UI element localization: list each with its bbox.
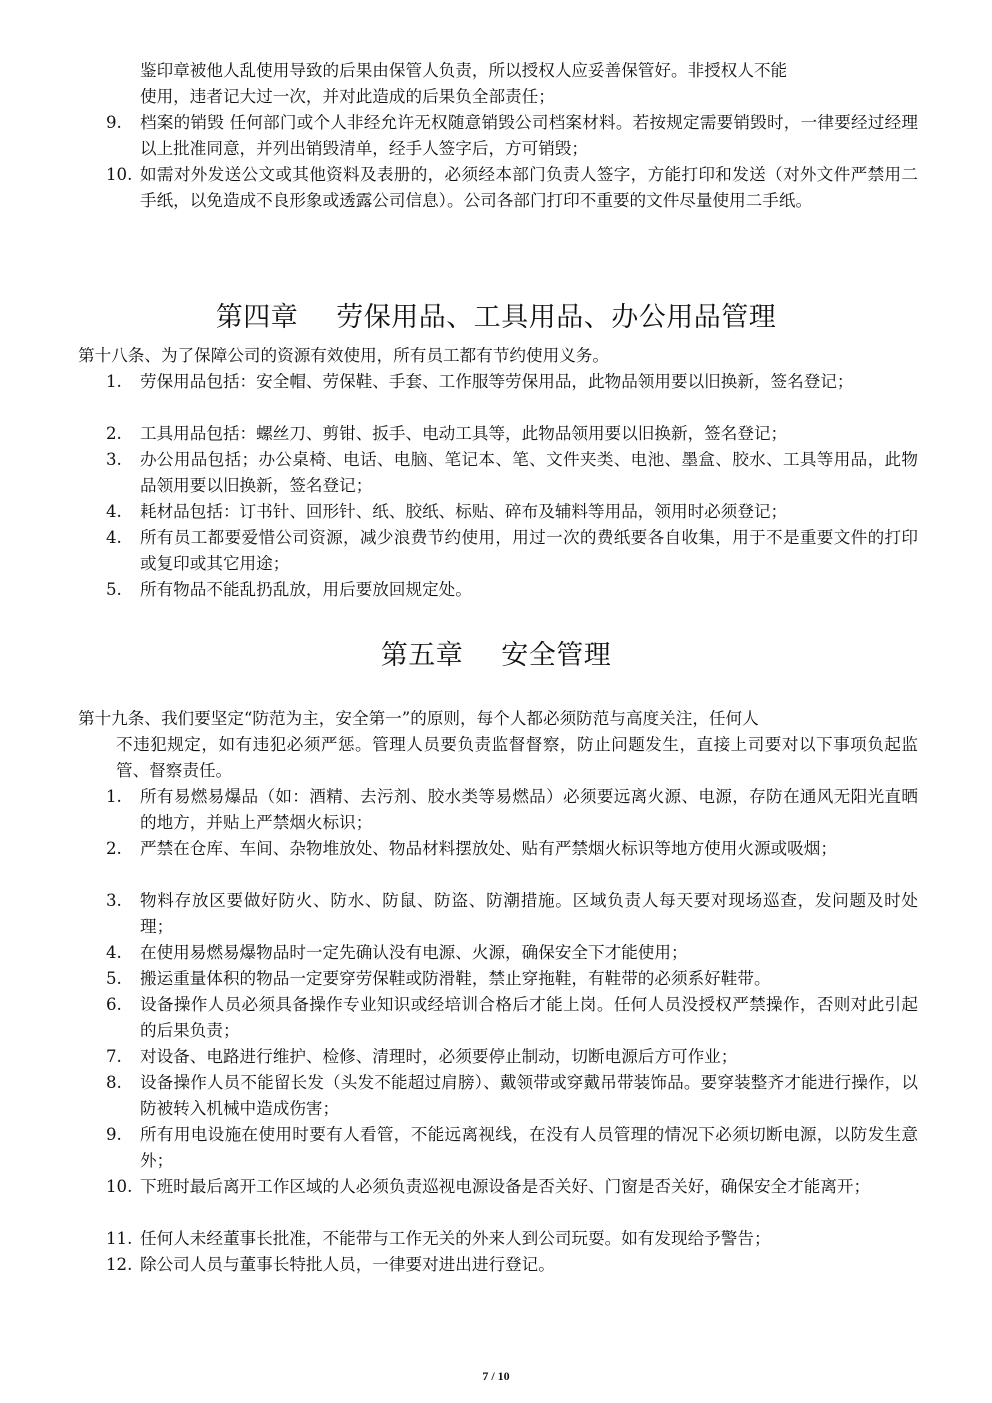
- item-text: 物料存放区要做好防火、防水、防鼠、防盗、防潮措施。区域负责人每天要对现场巡查，发问题及时处理；: [140, 891, 918, 936]
- chapter-label: 第五章: [380, 640, 464, 671]
- article-text: 第十八条、为了保障公司的资源有效使用，所有员工都有节约使用义务。: [78, 346, 609, 365]
- item-number: 9.: [106, 1125, 122, 1144]
- item-text: 除公司人员与董事长特批人员，一律要对进出进行登记。: [140, 1255, 555, 1274]
- item-text: 所有易燃易爆品（如：酒精、去污剂、胶水类等易燃品）必须要远离火源、电源，存防在通风无阳光直晒的地方，并贴上严禁烟火标识；: [140, 787, 918, 832]
- list-item: [106, 162, 918, 214]
- list-item: [106, 499, 918, 525]
- item-number: 3.: [106, 891, 122, 910]
- item-text: 档案的销毁 任何部门或个人非经允许无权随意销毁公司档案材料。若按规定需要销毁时，一律要经过经理以上批准同意，并列出销毁清单，经手人签字后，方可销毁；: [140, 113, 918, 158]
- item-text: 在使用易燃易爆物品时一定先确认没有电源、火源，确保安全下才能使用；: [140, 943, 688, 962]
- list-item: [106, 1122, 918, 1174]
- list-item: [106, 784, 918, 836]
- chapter-title: 安全管理: [501, 640, 612, 671]
- item-number: 3.: [106, 450, 122, 469]
- list-item: [106, 966, 918, 992]
- list-item: [106, 447, 918, 499]
- intro-line-1: 鉴印章被他人乱使用导致的后果由保管人负责，所以授权人应妥善保管好。非授权人不能: [140, 61, 788, 80]
- list-item: [106, 369, 918, 395]
- item-text: 设备操作人员不能留长发（头发不能超过肩膀）、戴领带或穿戴吊带装饰品。要穿装整齐才能进行操作，以防被转入机械中造成伤害；: [140, 1073, 918, 1118]
- item-text: 所有员工都要爱惜公司资源，减少浪费节约使用，用过一次的费纸要各自收集，用于不是重要文件的打印或复印或其它用途；: [140, 528, 918, 573]
- item-text: 严禁在仓库、车间、杂物堆放处、物品材料摆放处、贴有严禁烟火标识等地方使用火源或吸烟；: [140, 839, 837, 858]
- intro-continuation: [106, 58, 918, 110]
- item-number: 4.: [106, 528, 122, 547]
- item-number: 1.: [106, 372, 122, 391]
- item-number: 6.: [106, 995, 122, 1014]
- item-text: 任何人未经董事长批准，不能带与工作无关的外来人到公司玩耍。如有发现给予警告；: [140, 1229, 771, 1248]
- item-text: 下班时最后离开工作区域的人必须负责巡视电源设备是否关好、门窗是否关好，确保安全才能离开；: [140, 1177, 871, 1196]
- list-item: [106, 992, 918, 1044]
- item-number: 5.: [106, 580, 122, 599]
- intro-line-2: 使用，违者记大过一次，并对此造成的后果负全部责任；: [140, 87, 555, 106]
- item-number: 7.: [106, 1047, 122, 1066]
- list-item: [106, 1044, 918, 1070]
- item-number: 8.: [106, 1073, 122, 1092]
- list-item: [106, 1070, 918, 1122]
- list-item: [106, 940, 918, 966]
- item-text: 工具用品包括：螺丝刀、剪钳、扳手、电动工具等，此物品领用要以旧换新，签名登记；: [140, 424, 788, 443]
- chapter-label: 第四章: [215, 302, 299, 333]
- item-text: 搬运重量体积的物品一定要穿劳保鞋或防滑鞋，禁止穿拖鞋，有鞋带的必须系好鞋带。: [140, 969, 771, 988]
- item-text: 耗材品包括：订书针、回形针、纸、胶纸、标贴、碎布及辅料等用品，领用时必须登记；: [140, 502, 788, 521]
- list-item: [106, 421, 918, 447]
- chapter-4-heading: [0, 300, 992, 336]
- list-item: [106, 577, 918, 603]
- item-number: 2.: [106, 424, 122, 443]
- item-number: 5.: [106, 969, 122, 988]
- list-item: [106, 110, 918, 162]
- item-number: 12.: [106, 1255, 133, 1274]
- article-lead: 第十九条、我们要坚定“防范为主，安全第一”的原则，每个人都必须防范与高度关注，任何人: [78, 709, 759, 728]
- item-text: 劳保用品包括：安全帽、劳保鞋、手套、工作服等劳保用品，此物品领用要以旧换新，签名登记；: [140, 372, 854, 391]
- item-text: 所有用电设施在使用时要有人看管，不能远离视线，在没有人员管理的情况下必须切断电源，以防发生意外；: [140, 1125, 918, 1170]
- item-number: 10.: [106, 165, 133, 184]
- article-18: [78, 343, 918, 369]
- article-19: [78, 706, 918, 784]
- list-item: [106, 1226, 918, 1252]
- item-number: 9.: [106, 113, 122, 132]
- article-continuation: 不违犯规定，如有违犯必须严惩。管理人员要负责监督督察，防止问题发生，直接上司要对以下事项负起监管、督察责任。: [116, 735, 918, 780]
- item-number: 2.: [106, 839, 122, 858]
- list-item: [106, 888, 918, 940]
- item-text: 办公用品包括；办公桌椅、电话、电脑、笔记本、笔、文件夹类、电池、墨盒、胶水、工具等用品，此物品领用要以旧换新，签名登记；: [140, 450, 918, 495]
- list-item: [106, 1174, 918, 1200]
- list-item: [106, 836, 918, 862]
- item-number: 4.: [106, 943, 122, 962]
- item-text: 所有物品不能乱扔乱放，用后要放回规定处。: [140, 580, 472, 599]
- chapter-title: 劳保用品、工具用品、办公用品管理: [336, 302, 777, 333]
- chapter-5-heading: [0, 638, 992, 674]
- list-item: [106, 1252, 918, 1278]
- item-text: 对设备、电路进行维护、检修、清理时，必须要停止制动，切断电源后方可作业；: [140, 1047, 738, 1066]
- item-number: 11.: [106, 1229, 133, 1248]
- list-item: [106, 525, 918, 577]
- item-text: 设备操作人员必须具备操作专业知识或经培训合格后才能上岗。任何人员没授权严禁操作，否则对此引起的后果负责；: [140, 995, 918, 1040]
- item-number: 1.: [106, 787, 122, 806]
- item-number: 4.: [106, 502, 122, 521]
- item-number: 10.: [106, 1177, 133, 1196]
- item-text: 如需对外发送公文或其他资料及表册的，必须经本部门负责人签字，方能打印和发送（对外文件严禁用二手纸，以免造成不良形象或透露公司信息）。公司各部门打印不重要的文件尽量使用二手纸。: [140, 165, 918, 210]
- page-number: 7 / 10: [482, 1369, 510, 1383]
